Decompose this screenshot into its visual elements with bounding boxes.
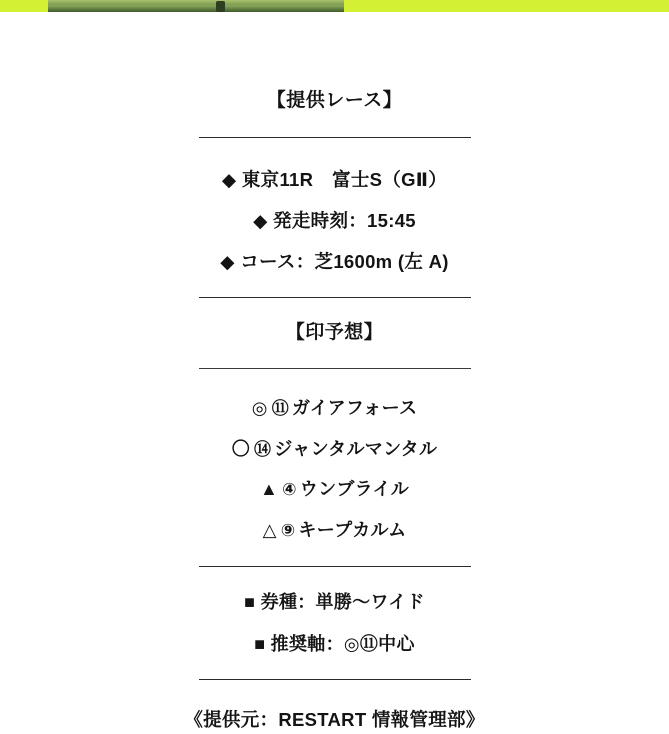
pick-number: ⑨ <box>280 521 296 541</box>
prediction-section-heading: 【印予想】 <box>285 321 384 343</box>
note-recommended-axis: ■ 推奨軸：◎⑪中心 <box>254 633 415 654</box>
pick-horse: ジャンタルマンタル <box>274 438 438 459</box>
spacer <box>0 193 669 209</box>
spacer <box>0 298 669 320</box>
spacer <box>0 615 669 631</box>
pick-mark: 〇 <box>231 438 251 459</box>
pick-horse: キープカルム <box>298 520 407 541</box>
pick-mark: ◎ <box>251 398 268 419</box>
document-body <box>0 12 669 732</box>
pick-number: ⑪ <box>271 399 290 419</box>
race-line-2: ◆ 発走時刻：15:45 <box>253 209 416 231</box>
spacer <box>0 462 669 476</box>
note-bet-type: ■ 券種：単勝〜ワイド <box>244 591 425 612</box>
spacer <box>0 680 669 706</box>
spacer <box>0 369 669 395</box>
race-line-3: ◆ コース：芝1600m (左 A) <box>220 250 449 272</box>
spacer <box>0 138 669 168</box>
pick-row <box>0 395 669 422</box>
top-banner <box>0 0 669 12</box>
pick-horse: ガイアフォース <box>292 398 418 419</box>
spacer <box>0 503 669 517</box>
pick-mark: △ <box>262 520 277 541</box>
race-line-1: ◆ 東京11R 富士S（GⅡ） <box>221 168 448 190</box>
spacer <box>0 567 669 589</box>
race-photo-strip <box>48 0 344 12</box>
race-section-heading: 【提供レース】 <box>266 90 403 111</box>
spacer <box>0 422 669 436</box>
pick-horse: ウンブライル <box>299 479 410 500</box>
pick-number: ④ <box>282 480 297 500</box>
spacer <box>0 234 669 250</box>
pick-mark: ▲ <box>259 479 279 500</box>
pick-row <box>0 476 669 503</box>
pick-row <box>0 517 669 544</box>
pick-row <box>0 436 669 463</box>
pick-number: ⑭ <box>254 439 272 459</box>
footer-source: 《提供元：RESTART 情報管理部》 <box>184 708 485 730</box>
